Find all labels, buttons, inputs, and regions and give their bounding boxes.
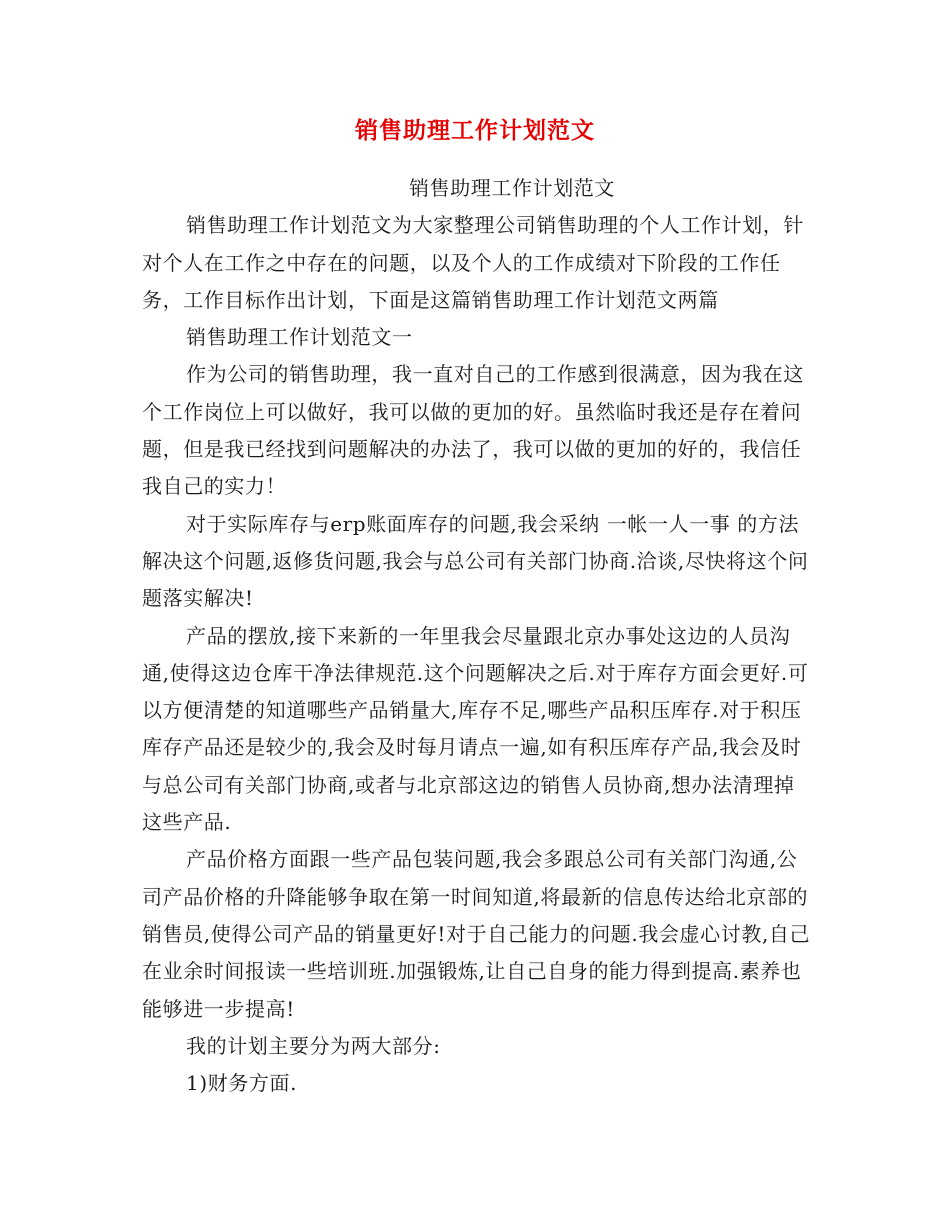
document-subtitle: 销售助理工作计划范文 <box>409 176 615 200</box>
paragraph: 作为公司的销售助理，我一直对自己的工作感到很满意，因为我在这个工作岗位上可以做好，我可以做的更加的好。虽然临时我还是存在着问题，但是我已经找到问题解决的办法了，我可以做的更加的好的，我信任我自己的实力！ <box>142 362 804 499</box>
paragraph: 对于实际库存与erp账面库存的问题,我会采纳 一帐一人一事 的方法解决这个问题,返修货问题,我会与总公司有关部门协商.洽谈,尽快将这个问题落实解决! <box>142 511 809 611</box>
section-heading: 销售助理工作计划范文一 <box>186 325 413 350</box>
document-title: 销售助理工作计划范文 <box>355 118 595 144</box>
paragraph-intro: 销售助理工作计划范文为大家整理公司销售助理的个人工作计划，针对个人在工作之中存在的问题，以及个人的工作成绩对下阶段的工作任务，工作目标作出计划，下面是这篇销售助理工作计划范文两篇 <box>142 213 804 312</box>
list-item: 1)财务方面. <box>186 1071 298 1096</box>
paragraph: 产品的摆放,接下来新的一年里我会尽量跟北京办事处这边的人员沟通,使得这边仓库干净法律规范.这个问题解决之后.对于库存方面会更好.可以方便清楚的知道哪些产品销量大,库存不足,哪些产品积压库存.对于积压库存产品还是较少的,我会及时每月请点一遍,如有积压库存产品,我会及时与总公司有关部门协商,或者与北京部这边的销售人员协商,想办法清理掉这些产品. <box>142 623 809 835</box>
document-body <box>142 170 812 1102</box>
paragraph: 我的计划主要分为两大部分: <box>186 1033 441 1058</box>
paragraph: 产品价格方面跟一些产品包装问题,我会多跟总公司有关部门沟通,公司产品价格的升降能够争取在第一时间知道,将最新的信息传达给北京部的销售员,使得公司产品的销量更好!对于自己能力的问题.我会虚心讨教,自己在业余时间报读一些培训班.加强锻炼,让自己自身的能力得到提高.素养也能够进一步提高! <box>142 847 811 1021</box>
